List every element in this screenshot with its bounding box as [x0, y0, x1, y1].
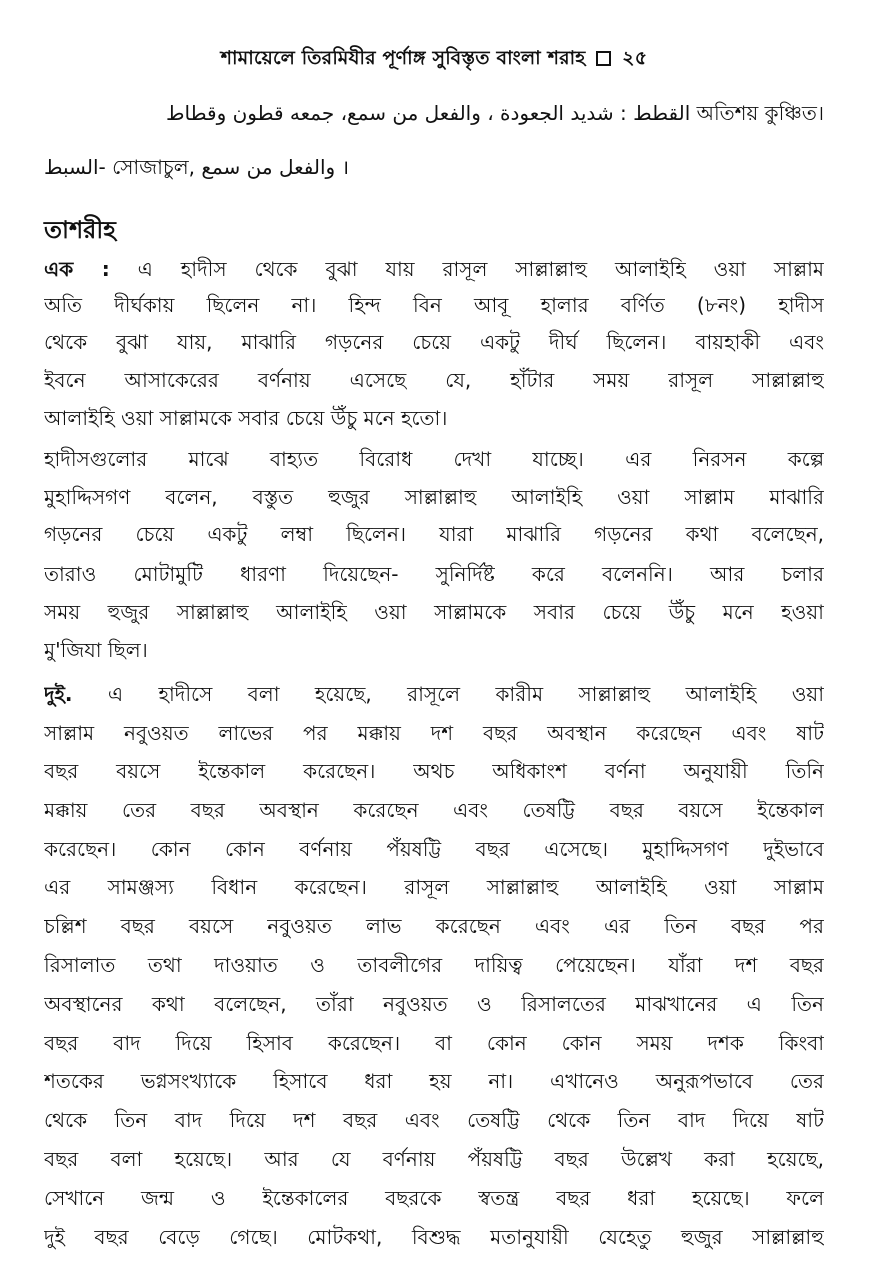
para3-line-5: করেছেন। কোন কোন বর্ণনায় পঁয়ষট্টি বছর এসেছে। মুহাদ্দিসগণ দুইভাবে [44, 837, 824, 861]
square-bullet-icon [596, 51, 611, 66]
para1-line-4: ইবনে আসাকেরের বর্ণনায় এসেছে যে, হাঁটার সময় রাসূল সাল্লাল্লাহু [44, 368, 824, 392]
page-number: ২৫ [622, 47, 648, 69]
para2-line-4: তারাও মোটামুটি ধারণা দিয়েছেন- সুনির্দিষ্ট করে বলেননি। আর চলার [44, 562, 824, 586]
para3-line-12: থেকে তিন বাদ দিয়ে দশ বছর এবং তেষট্টি থেকে তিন বাদ দিয়ে ষাট [44, 1108, 824, 1132]
para3-line-1 [44, 681, 824, 707]
para2-line-2: মুহাদ্দিসগণ বলেন, বস্তুত হুজুর সাল্লাল্লাহু আলাইহি ওয়া সাল্লাম মাঝারি [44, 485, 824, 509]
para3-line-2: সাল্লাম নবুওয়ত লাভের পর মক্কায় দশ বছর অবস্থান করেছেন এবং ষাট [44, 721, 824, 745]
para3-line-13: বছর বলা হয়েছে। আর যে বর্ণনায় পঁয়ষট্টি বছর উল্লেখ করা হয়েছে, [44, 1147, 824, 1171]
glossary-arabic-term-2: السبط [44, 155, 99, 179]
glossary-bangla-2: - সোজাচুল, [98, 155, 195, 179]
para3-line-10: বছর বাদ দিয়ে হিসাব করেছেন। বা কোন কোন সময় দশক কিংবা [44, 1031, 824, 1055]
para3-line-3: বছর বয়সে ইন্তেকাল করেছেন। অথচ অধিকাংশ বর্ণনা অনুযায়ী তিনি [44, 759, 824, 783]
para1-lead: এক : [44, 257, 110, 281]
para3-line-14: সেখানে জন্ম ও ইন্তেকালের বছরকে স্বতন্ত্র বছর ধরা হয়েছে। ফলে [44, 1186, 824, 1210]
para3-line-4: মক্কায় তের বছর অবস্থান করেছেন এবং তেষট্টি বছর বয়সে ইন্তেকাল [44, 798, 824, 822]
para3-line-6: এর সামঞ্জস্য বিধান করেছেন। রাসূল সাল্লাল্লাহু আলাইহি ওয়া সাল্লাম [44, 875, 824, 899]
para3-text-1: এ হাদীসে বলা হয়েছে, রাসূলে কারীম সাল্লাল্লাহু আলাইহি ওয়া [107, 682, 824, 706]
para2-line-3: গড়নের চেয়ে একটু লম্বা ছিলেন। যারা মাঝারি গড়নের কথা বলেছেন, [44, 522, 824, 546]
header-title: শামায়েলে তিরমিযীর পূর্ণাঙ্গ সুবিস্তৃত বাংলা শরাহ [220, 47, 586, 69]
para3-line-15: দুই বছর বেড়ে গেছে। মোটকথা, বিশুদ্ধ মতানুযায়ী যেহেতু হুজুর সাল্লাল্লাহু [44, 1225, 824, 1249]
para1-text-1: এ হাদীস থেকে বুঝা যায় রাসূল সাল্লাল্লাহু আলাইহি ওয়া সাল্লাম [137, 257, 824, 281]
glossary-line-2 [44, 154, 824, 180]
para2-line-6: মু'জিযা ছিল। [44, 638, 148, 662]
para3-line-7: চল্লিশ বছর বয়সে নবুওয়ত লাভ করেছেন এবং এর তিন বছর পর [44, 914, 824, 938]
para3-lead: দুই. [44, 682, 73, 706]
glossary-arabic-tail-2: والفعل من سمع [201, 155, 336, 179]
para3-line-9: অবস্থানের কথা বলেছেন, তাঁরা নবুওয়ত ও রিসালতের মাঝখানের এ তিন [44, 992, 824, 1016]
running-header [44, 44, 824, 76]
para2-line-5: সময় হুজুর সাল্লাল্লাহু আলাইহি ওয়া সাল্লামকে সবার চেয়ে উঁচু মনে হওয়া [44, 600, 824, 624]
glossary-arabic-1: القطط : شديد الجعودة ، والفعل من سمع، جمعه قطون وقطاط [166, 101, 691, 125]
glossary-end-2: । [341, 155, 350, 179]
glossary-bangla-1: অতিশয় কুঞ্চিত। [696, 101, 824, 125]
para3-line-8: রিসালাত তথা দাওয়াত ও তাবলীগের দায়িত্ব পেয়েছেন। যাঁরা দশ বছর [44, 953, 824, 977]
para1-line-2: অতি দীর্ঘকায় ছিলেন না। হিন্দ বিন আবূ হালার বর্ণিত (৮নং) হাদীস [44, 293, 824, 317]
para3-line-11: শতকের ভগ্নসংখ্যাকে হিসাবে ধরা হয় না। এখানেও অনুরূপভাবে তের [44, 1069, 824, 1093]
para1-line-5: আলাইহি ওয়া সাল্লামকে সবার চেয়ে উঁচু মনে হতো। [44, 406, 448, 430]
glossary-line-1 [44, 100, 824, 126]
para1-line-1 [44, 256, 824, 282]
section-heading: তাশরীহ [44, 216, 116, 244]
para2-line-1: হাদীসগুলোর মাঝে বাহ্যত বিরোধ দেখা যাচ্ছে। এর নিরসন কল্পে [44, 447, 824, 471]
para1-line-3: থেকে বুঝা যায়, মাঝারি গড়নের চেয়ে একটু দীর্ঘ ছিলেন। বায়হাকী এবং [44, 330, 824, 354]
